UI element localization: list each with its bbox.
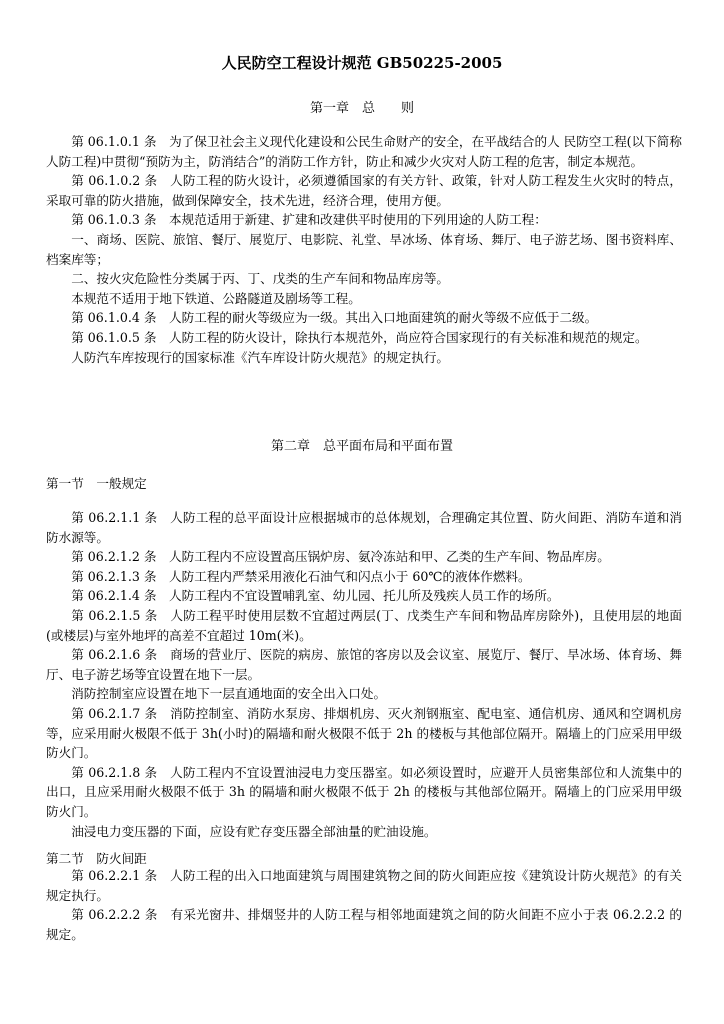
paragraph: 油浸电力变压器的下面，应设有贮存变压器全部油量的贮油设施。 xyxy=(71,823,437,839)
chapter-2-heading: 第二章 总平面布局和平面布置 xyxy=(270,439,453,454)
paragraph: 第 06.2.2.2 条 有采光窗井、排烟竖井的人防工程与相邻地面建筑之间的防火间距不应小于表 06.2.2.2 的规定。 xyxy=(46,907,682,942)
paragraph: 第 06.2.1.3 条 人防工程内严禁采用液化石油气和闪点小于 60℃的液体作燃料。 xyxy=(71,568,531,584)
paragraph: 第 06.1.0.1 条 为了保卫社会主义现代化建设和公民生命财产的安全，在平战结合的人 民防空工程(以下简称人防工程)中贯彻“预防为主，防消结合”的消防工作方针，防止和减少火灾对人防工程的危害，制定本规范。 xyxy=(46,134,682,169)
paragraph: 第 06.2.1.8 条 人防工程内不宜设置油浸电力变压器室。如必须设置时，应避开人员密集部位和人流集中的出口，且应采用耐火极限不低于 3h 的隔墙和耐火极限不低于 2h 的楼板与其他部位隔开。隔墙上的门应采用甲级防火门。 xyxy=(46,764,682,819)
section-2-heading: 第二节 防火间距 xyxy=(46,851,147,866)
paragraph: 第 06.2.1.6 条 商场的营业厅、医院的病房、旅馆的客房以及会议室、展览厅、餐厅、旱冰场、体育场、舞厅、电子游艺场等宜设置在地下一层。 xyxy=(46,647,682,682)
section-1-body xyxy=(46,508,682,841)
paragraph: 第 06.2.2.1 条 人防工程的出入口地面建筑与周围建筑物之间的防火间距应按《建筑设计防火规范》的有关规定执行。 xyxy=(46,868,682,903)
paragraph: 第 06.2.1.4 条 人防工程内不宜设置哺乳室、幼儿园、托儿所及残疾人员工作的场所。 xyxy=(71,588,560,604)
paragraph: 人防汽车库按现行的国家标准《汽车库设计防火规范》的规定执行。 xyxy=(71,349,449,365)
paragraph: 第 06.1.0.2 条 人防工程的防火设计，必须遵循国家的有关方针、政策，针对人防工程发生火灾时的特点，采取可靠的防火措施，做到保障安全，技术先进，经济合理，使用方便。 xyxy=(46,173,682,208)
document-title: 人民防空工程设计规范 GB50225-2005 xyxy=(221,54,503,72)
paragraph: 第 06.2.1.5 条 人防工程平时使用层数不宜超过两层(丁、戊类生产车间和物品库房除外)，且使用层的地面(或楼层)与室外地坪的高差不宜超过 10m(米)。 xyxy=(46,607,682,643)
paragraph: 第 06.1.0.4 条 人防工程的耐火等级应为一级。其出入口地面建筑的耐火等级不应低于二级。 xyxy=(71,310,598,326)
chapter-1-body xyxy=(46,132,682,367)
paragraph: 第 06.2.1.1 条 人防工程的总平面设计应根据城市的总体规划，合理确定其位置、防火间距、消防车道和消防水源等。 xyxy=(46,510,682,545)
paragraph: 第 06.1.0.5 条 人防工程的防火设计，除执行本规范外，尚应符合国家现行的有关标准和规范的规定。 xyxy=(71,329,648,345)
paragraph: 第 06.2.1.7 条 消防控制室、消防水泵房、排烟机房、灭火剂钢瓶室、配电室、通信机房、通风和空调机房等，应采用耐火极限不低于 3h(小时)的隔墙和耐火极限不低于 2h 的楼板与其他部位隔开。隔墙上的门应采用甲级防火门。 xyxy=(46,705,682,761)
paragraph: 第 06.1.0.3 条 本规范适用于新建、扩建和改建供平时使用的下列用途的人防工程： xyxy=(71,212,547,228)
paragraph: 本规范不适用于地下铁道、公路隧道及剧场等工程。 xyxy=(71,290,361,306)
paragraph: 二、按火灾危险性分类属于丙、丁、戊类的生产车间和物品库房等。 xyxy=(71,271,449,287)
paragraph: 消防控制室应设置在地下一层直通地面的安全出入口处。 xyxy=(71,686,387,702)
paragraph: 第 06.2.1.2 条 人防工程内不应设置高压锅炉房、氨冷冻站和甲、乙类的生产车间、物品库房。 xyxy=(71,549,610,565)
chapter-1-heading: 第一章 总 则 xyxy=(309,101,414,116)
section-1-heading: 第一节 一般规定 xyxy=(46,476,147,491)
paragraph: 一、商场、医院、旅馆、餐厅、展览厅、电影院、礼堂、旱冰场、体育场、舞厅、电子游艺场、图书资料库、档案库等； xyxy=(46,231,682,267)
section-2-body xyxy=(46,866,682,944)
